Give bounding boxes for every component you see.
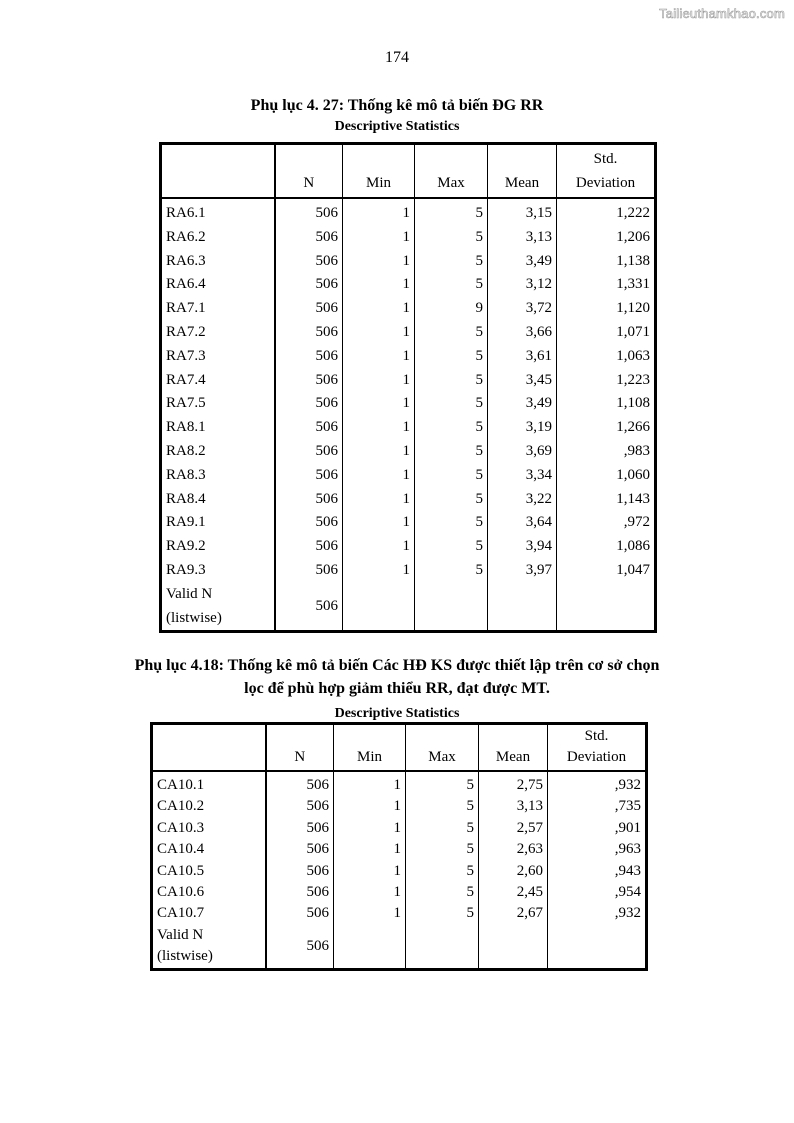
cell-mean: 3,45 [488, 369, 557, 393]
cell-max: 9 [415, 297, 488, 321]
cell-n: 506 [275, 226, 343, 250]
row-label: RA7.5 [161, 392, 275, 416]
header-max: Max [406, 724, 479, 772]
header-std-deviation [548, 724, 647, 772]
cell-max: 5 [406, 882, 479, 903]
table-header-row [161, 144, 656, 199]
table-row [161, 535, 656, 559]
table-row [161, 198, 656, 226]
cell-max: 5 [415, 559, 488, 583]
cell-n: 506 [275, 198, 343, 226]
row-label: RA6.3 [161, 250, 275, 274]
row-label: CA10.2 [152, 796, 266, 817]
valid-n-label [161, 583, 275, 632]
table-row [161, 416, 656, 440]
cell-mean: 3,66 [488, 321, 557, 345]
cell-n: 506 [275, 273, 343, 297]
cell-max: 5 [415, 416, 488, 440]
header-min: Min [334, 724, 406, 772]
valid-n-value: 506 [266, 925, 334, 969]
cell-mean: 3,64 [488, 511, 557, 535]
table-title: Descriptive Statistics [334, 119, 460, 134]
cell-std-deviation: ,943 [548, 861, 647, 882]
header-std-line2: Deviation [566, 749, 627, 765]
cell-min: 1 [343, 369, 415, 393]
cell-n: 506 [275, 440, 343, 464]
table-header-row [152, 724, 647, 772]
cell-std-deviation: 1,086 [557, 535, 656, 559]
cell-n: 506 [275, 488, 343, 512]
cell-mean: 3,61 [488, 345, 557, 369]
cell-min: 1 [343, 297, 415, 321]
cell-n: 506 [275, 369, 343, 393]
cell-std-deviation: ,963 [548, 839, 647, 860]
page-number: 174 [385, 49, 409, 66]
cell-n: 506 [275, 392, 343, 416]
row-label: CA10.3 [152, 818, 266, 839]
row-label: CA10.5 [152, 861, 266, 882]
row-label: RA7.2 [161, 321, 275, 345]
cell-min: 1 [343, 440, 415, 464]
cell-n: 506 [275, 535, 343, 559]
valid-n-label-line2: (listwise) [166, 609, 222, 626]
cell-max: 5 [415, 321, 488, 345]
empty-cell [343, 583, 415, 632]
table-title: Descriptive Statistics [334, 706, 460, 721]
table-row [161, 511, 656, 535]
table-row [161, 392, 656, 416]
cell-min: 1 [343, 226, 415, 250]
cell-mean: 2,60 [479, 861, 548, 882]
descriptive-statistics-table-ca [150, 722, 648, 971]
cell-mean: 2,67 [479, 903, 548, 924]
cell-max: 5 [406, 796, 479, 817]
header-std-deviation [557, 144, 656, 199]
cell-max: 5 [415, 198, 488, 226]
cell-min: 1 [343, 464, 415, 488]
header-std-line1: Std. [593, 151, 618, 167]
cell-min: 1 [343, 392, 415, 416]
cell-max: 5 [415, 226, 488, 250]
cell-n: 506 [266, 882, 334, 903]
cell-mean: 2,63 [479, 839, 548, 860]
cell-std-deviation: 1,143 [557, 488, 656, 512]
table-row [161, 345, 656, 369]
cell-max: 5 [406, 771, 479, 796]
empty-cell [557, 583, 656, 632]
cell-max: 5 [406, 861, 479, 882]
table-body [161, 198, 656, 632]
cell-n: 506 [275, 464, 343, 488]
header-max: Max [415, 144, 488, 199]
cell-min: 1 [343, 416, 415, 440]
cell-std-deviation: 1,060 [557, 464, 656, 488]
table-row [161, 273, 656, 297]
header-label [161, 144, 275, 199]
cell-mean: 3,22 [488, 488, 557, 512]
empty-cell [415, 583, 488, 632]
cell-std-deviation: 1,071 [557, 321, 656, 345]
cell-min: 1 [343, 250, 415, 274]
cell-min: 1 [343, 345, 415, 369]
table-row [152, 818, 647, 839]
cell-max: 5 [415, 440, 488, 464]
cell-std-deviation: 1,047 [557, 559, 656, 583]
cell-min: 1 [343, 535, 415, 559]
cell-n: 506 [266, 818, 334, 839]
table-row [152, 839, 647, 860]
row-label: RA6.2 [161, 226, 275, 250]
table-row [152, 771, 647, 796]
empty-cell [479, 925, 548, 969]
header-mean: Mean [479, 724, 548, 772]
header-std-line1: Std. [584, 728, 609, 744]
row-label: CA10.4 [152, 839, 266, 860]
cell-mean: 3,12 [488, 273, 557, 297]
cell-min: 1 [343, 198, 415, 226]
valid-n-value: 506 [275, 583, 343, 632]
cell-mean: 3,69 [488, 440, 557, 464]
cell-n: 506 [266, 771, 334, 796]
cell-n: 506 [266, 903, 334, 924]
cell-mean: 3,13 [488, 226, 557, 250]
appendix-caption-4-18-line1: Phụ lục 4.18: Thống kê mô tả biến Các HĐ KS được thiết lập trên cơ sở chọn [134, 657, 660, 674]
cell-mean: 3,49 [488, 392, 557, 416]
cell-std-deviation: 1,206 [557, 226, 656, 250]
cell-mean: 3,13 [479, 796, 548, 817]
cell-mean: 2,45 [479, 882, 548, 903]
table-row [161, 464, 656, 488]
cell-min: 1 [334, 818, 406, 839]
valid-n-label-line1: Valid N [157, 926, 204, 943]
cell-mean: 3,72 [488, 297, 557, 321]
table-body [152, 771, 647, 969]
table-row [161, 321, 656, 345]
table-row [161, 250, 656, 274]
row-label: RA8.2 [161, 440, 275, 464]
header-n: N [266, 724, 334, 772]
cell-mean: 3,15 [488, 198, 557, 226]
table-row [152, 861, 647, 882]
cell-max: 5 [415, 250, 488, 274]
row-label: RA8.4 [161, 488, 275, 512]
table-row [152, 903, 647, 924]
cell-std-deviation: 1,108 [557, 392, 656, 416]
appendix-caption-4-27: Phụ lục 4. 27: Thống kê mô tả biến ĐG RR [250, 97, 544, 114]
cell-n: 506 [275, 250, 343, 274]
cell-std-deviation: 1,331 [557, 273, 656, 297]
header-min: Min [343, 144, 415, 199]
table-row [161, 226, 656, 250]
row-label: CA10.1 [152, 771, 266, 796]
empty-cell [334, 925, 406, 969]
header-mean: Mean [488, 144, 557, 199]
cell-n: 506 [275, 559, 343, 583]
cell-min: 1 [334, 861, 406, 882]
row-label: RA7.1 [161, 297, 275, 321]
cell-max: 5 [415, 369, 488, 393]
cell-n: 506 [275, 416, 343, 440]
cell-mean: 3,49 [488, 250, 557, 274]
cell-min: 1 [334, 796, 406, 817]
table-row [161, 488, 656, 512]
cell-max: 5 [415, 392, 488, 416]
cell-mean: 3,97 [488, 559, 557, 583]
table-row [161, 440, 656, 464]
cell-std-deviation: ,972 [557, 511, 656, 535]
row-label: RA7.3 [161, 345, 275, 369]
header-std-line2: Deviation [575, 175, 636, 191]
cell-n: 506 [266, 861, 334, 882]
valid-n-label-line2: (listwise) [157, 948, 213, 965]
cell-std-deviation: ,735 [548, 796, 647, 817]
table-row [161, 297, 656, 321]
cell-mean: 2,57 [479, 818, 548, 839]
valid-n-row [152, 925, 647, 969]
table-row [152, 796, 647, 817]
cell-std-deviation: ,901 [548, 818, 647, 839]
cell-max: 5 [406, 818, 479, 839]
cell-max: 5 [406, 903, 479, 924]
empty-cell [488, 583, 557, 632]
row-label: RA6.1 [161, 198, 275, 226]
descriptive-statistics-table-rr [159, 142, 657, 633]
cell-n: 506 [275, 511, 343, 535]
row-label: RA9.2 [161, 535, 275, 559]
cell-min: 1 [334, 903, 406, 924]
row-label: RA9.1 [161, 511, 275, 535]
cell-n: 506 [266, 839, 334, 860]
cell-n: 506 [275, 345, 343, 369]
cell-std-deviation: 1,138 [557, 250, 656, 274]
cell-mean: 3,19 [488, 416, 557, 440]
cell-n: 506 [266, 796, 334, 817]
table-row [161, 559, 656, 583]
cell-max: 5 [415, 511, 488, 535]
valid-n-row [161, 583, 656, 632]
cell-std-deviation: ,932 [548, 903, 647, 924]
cell-std-deviation: ,954 [548, 882, 647, 903]
valid-n-label-line1: Valid N [166, 585, 213, 602]
cell-max: 5 [415, 345, 488, 369]
table-row [161, 369, 656, 393]
cell-max: 5 [415, 488, 488, 512]
cell-min: 1 [343, 321, 415, 345]
table-row [152, 882, 647, 903]
cell-min: 1 [343, 488, 415, 512]
cell-min: 1 [343, 559, 415, 583]
valid-n-label [152, 925, 266, 969]
cell-std-deviation: 1,120 [557, 297, 656, 321]
cell-min: 1 [343, 273, 415, 297]
header-label [152, 724, 266, 772]
row-label: CA10.7 [152, 903, 266, 924]
header-n: N [275, 144, 343, 199]
cell-mean: 3,94 [488, 535, 557, 559]
appendix-caption-4-18-line2: lọc để phù hợp giảm thiểu RR, đạt được MT. [244, 680, 550, 697]
row-label: RA7.4 [161, 369, 275, 393]
row-label: CA10.6 [152, 882, 266, 903]
watermark: Tailieuthamkhao.com [659, 6, 785, 21]
cell-std-deviation: ,983 [557, 440, 656, 464]
empty-cell [406, 925, 479, 969]
row-label: RA6.4 [161, 273, 275, 297]
cell-std-deviation: 1,063 [557, 345, 656, 369]
cell-n: 506 [275, 321, 343, 345]
cell-std-deviation: 1,223 [557, 369, 656, 393]
cell-max: 5 [415, 464, 488, 488]
cell-std-deviation: ,932 [548, 771, 647, 796]
cell-min: 1 [334, 771, 406, 796]
cell-std-deviation: 1,266 [557, 416, 656, 440]
cell-max: 5 [415, 273, 488, 297]
cell-mean: 2,75 [479, 771, 548, 796]
row-label: RA8.3 [161, 464, 275, 488]
cell-max: 5 [406, 839, 479, 860]
empty-cell [548, 925, 647, 969]
cell-min: 1 [334, 882, 406, 903]
cell-max: 5 [415, 535, 488, 559]
cell-mean: 3,34 [488, 464, 557, 488]
row-label: RA9.3 [161, 559, 275, 583]
row-label: RA8.1 [161, 416, 275, 440]
cell-min: 1 [343, 511, 415, 535]
cell-n: 506 [275, 297, 343, 321]
cell-std-deviation: 1,222 [557, 198, 656, 226]
cell-min: 1 [334, 839, 406, 860]
